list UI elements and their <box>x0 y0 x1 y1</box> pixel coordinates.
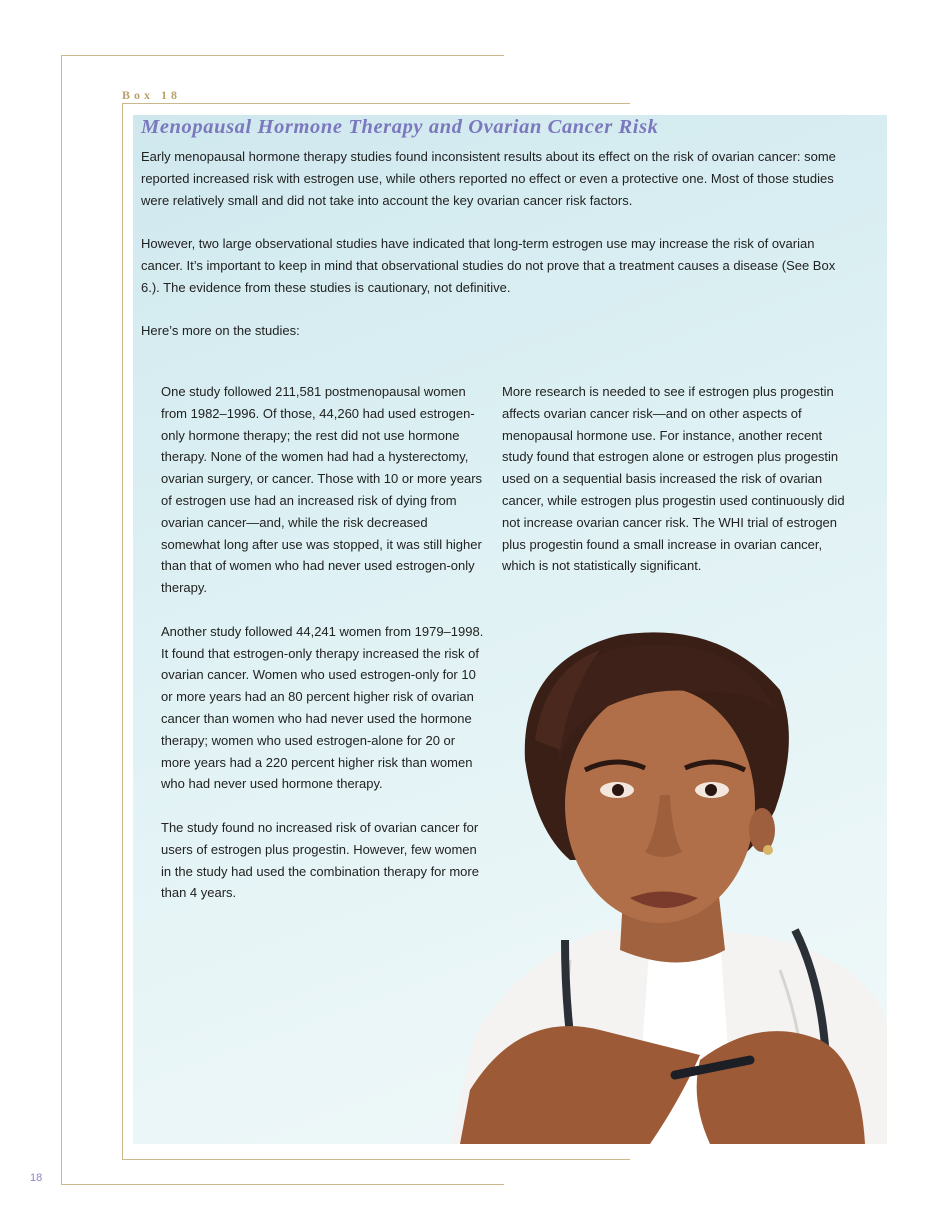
left-column-paragraph: The study found no increased risk of ovarian cancer for users of estrogen plus progestin. However, few women in the study had used the combination therapy for more than 4 years. <box>161 819 479 901</box>
box-frame-left-line <box>122 103 123 1159</box>
intro-paragraph: Early menopausal hormone therapy studies found inconsistent results about its effect on the risk of ovarian cancer: some reported increased risk with estrogen use, while others reported no effect or even a protective one. Most of those studies were relatively small and did not take into account the key ovarian cancer risk factors. <box>141 149 836 208</box>
outer-frame-top-line <box>61 55 504 56</box>
left-column-paragraph: One study followed 211,581 postmenopausal women from 1982–1996. Of those, 44,260 had used estrogen-only hormone therapy; the rest did not use hormone therapy. None of the women had had a hysterectomy, ovarian surgery, or cancer. Those with 10 or more years of estrogen use had an increased risk of dying from ovarian cancer—and, while the risk decreased somewhat long after use was stopped, it was still higher than that of women who had never used estrogen-only therapy. <box>161 384 483 596</box>
left-column-paragraph: Another study followed 44,241 women from 1979–1998. It found that estrogen-only therapy increased the risk of ovarian cancer. Women who used estrogen-only for 10 or more years had an 80 percent higher risk of ovarian cancer than women who had never used the hormone therapy; women who used estrogen-alone for 20 or more years had a 220 percent higher risk than women who had never used hormone therapy. <box>161 623 484 792</box>
intro-paragraph: Here’s more on the studies: <box>141 323 300 339</box>
outer-frame-left-line <box>61 55 62 1185</box>
box-frame-bottom-line <box>122 1159 630 1160</box>
right-column-paragraph: More research is needed to see if estrogen plus progestin affects ovarian cancer risk—and on other aspects of menopausal hormone use. For instance, another recent study found that estrogen alone or estrogen plus progestin used on a sequential basis increased the risk of ovarian cancer, while estrogen plus progestin used continuously did not increase ovarian cancer risk. The WHI trial of estrogen plus progestin found a small increase in ovarian cancer, which is not statistically significant. <box>502 384 845 574</box>
outer-frame-bottom-line <box>61 1184 504 1185</box>
right-column <box>502 381 850 599</box>
box-frame-top-line <box>122 103 630 104</box>
box-label: Box 18 <box>122 88 182 102</box>
intro-text <box>141 146 856 364</box>
intro-paragraph: However, two large observational studies have indicated that long-term estrogen use may increase the risk of ovarian cancer. It’s important to keep in mind that observational studies do not prove that a treatment causes a disease (See Box 6.). The evidence from these studies is cautionary, not definitive. <box>141 236 836 295</box>
box-title: Menopausal Hormone Therapy and Ovarian Cancer Risk <box>141 116 659 138</box>
doctor-portrait-photo <box>450 630 887 1144</box>
left-column <box>161 381 487 926</box>
page-number: 18 <box>30 1172 43 1184</box>
